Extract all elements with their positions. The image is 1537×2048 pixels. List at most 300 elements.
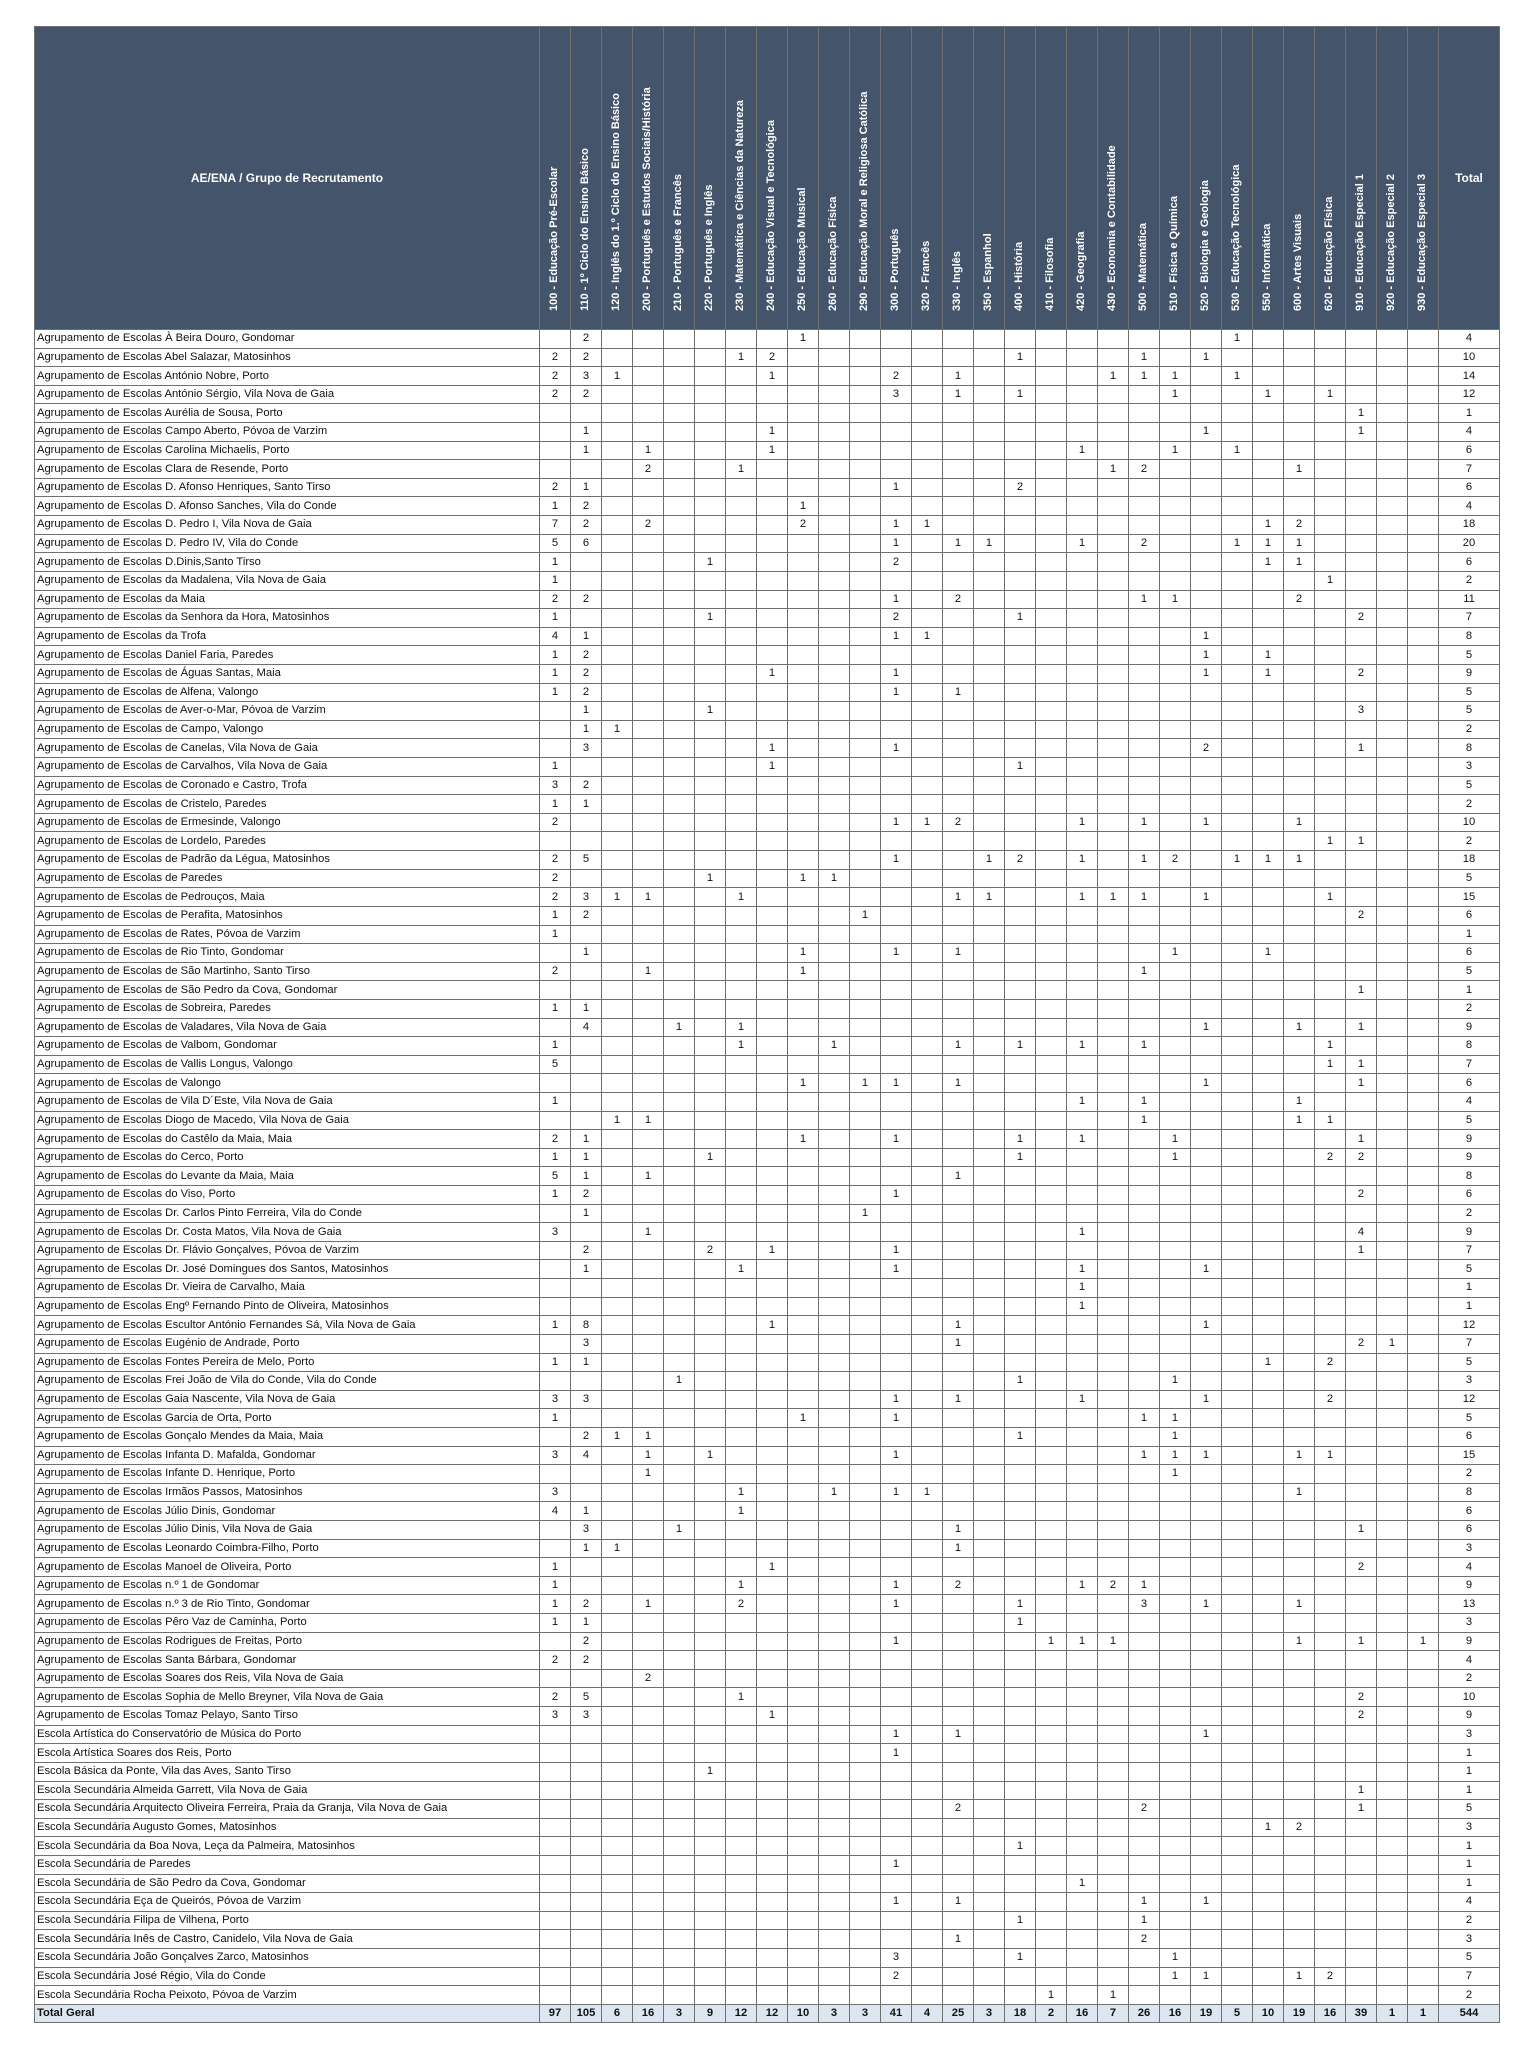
table-cell: [1005, 1223, 1036, 1242]
table-cell: [1315, 720, 1346, 739]
table-cell: [1284, 1800, 1315, 1819]
table-cell: [850, 1539, 881, 1558]
table-cell: [974, 1092, 1005, 1111]
table-cell: [1098, 1744, 1129, 1763]
table-cell: [1377, 1167, 1408, 1186]
column-header-label: 300 - Português: [889, 228, 901, 311]
table-cell: [912, 1297, 943, 1316]
table-cell: [1067, 1967, 1098, 1986]
column-header: [1284, 27, 1315, 330]
table-row: [35, 1893, 1500, 1912]
table-cell: [602, 1707, 633, 1726]
table-cell: 1: [571, 1130, 602, 1149]
grand-total-cell: 5: [1222, 2004, 1253, 2023]
table-cell: [1408, 1725, 1439, 1744]
table-cell: [1160, 534, 1191, 553]
table-cell: [664, 739, 695, 758]
table-cell: [1129, 1372, 1160, 1391]
table-cell: [1098, 627, 1129, 646]
table-cell: [1222, 1111, 1253, 1130]
table-cell: [695, 1818, 726, 1837]
table-cell: 1: [540, 1316, 571, 1335]
table-cell: [726, 1111, 757, 1130]
table-cell: [1284, 1465, 1315, 1484]
row-total: 5: [1439, 1949, 1500, 1968]
table-cell: [1160, 1260, 1191, 1279]
row-total: 9: [1439, 1130, 1500, 1149]
row-total: 1: [1439, 1279, 1500, 1298]
table-cell: [1005, 1558, 1036, 1577]
table-cell: [788, 906, 819, 925]
table-cell: [974, 1614, 1005, 1633]
table-cell: [726, 851, 757, 870]
table-cell: [1036, 1427, 1067, 1446]
table-cell: [1377, 627, 1408, 646]
table-cell: [664, 1204, 695, 1223]
school-name: Agrupamento de Escolas Rodrigues de Freitas, Porto: [35, 1632, 540, 1651]
table-cell: [1377, 1130, 1408, 1149]
grand-total-cell: 3: [850, 2004, 881, 2023]
table-cell: [602, 795, 633, 814]
table-cell: [664, 1334, 695, 1353]
table-cell: [1284, 1576, 1315, 1595]
column-header-label: 510 - Física e Química: [1168, 196, 1180, 311]
table-cell: [819, 590, 850, 609]
table-cell: [819, 1390, 850, 1409]
table-cell: [1098, 1297, 1129, 1316]
table-cell: [943, 1223, 974, 1242]
table-row: [35, 1111, 1500, 1130]
table-cell: [881, 758, 912, 777]
table-cell: [540, 1465, 571, 1484]
table-cell: [943, 1372, 974, 1391]
table-cell: [912, 534, 943, 553]
table-cell: [1377, 664, 1408, 683]
row-total: 2: [1439, 1204, 1500, 1223]
table-cell: 1: [1067, 1874, 1098, 1893]
table-cell: [1036, 832, 1067, 851]
table-cell: [1408, 925, 1439, 944]
table-cell: [1346, 1595, 1377, 1614]
table-cell: [1377, 1186, 1408, 1205]
table-cell: [664, 925, 695, 944]
table-cell: [571, 1837, 602, 1856]
table-cell: [726, 702, 757, 721]
table-cell: [881, 832, 912, 851]
table-cell: [1253, 981, 1284, 1000]
table-cell: 2: [1129, 460, 1160, 479]
table-cell: [788, 1372, 819, 1391]
table-cell: [788, 702, 819, 721]
table-cell: [1284, 944, 1315, 963]
row-total: 14: [1439, 367, 1500, 386]
table-cell: [1005, 534, 1036, 553]
table-cell: [1315, 553, 1346, 572]
table-cell: [602, 1986, 633, 2005]
table-cell: [974, 1241, 1005, 1260]
table-cell: 1: [1160, 1372, 1191, 1391]
table-cell: 1: [1191, 1893, 1222, 1912]
row-total: 12: [1439, 1316, 1500, 1335]
table-row: [35, 1390, 1500, 1409]
table-cell: [1346, 460, 1377, 479]
table-cell: [1005, 1744, 1036, 1763]
table-cell: [1005, 1055, 1036, 1074]
table-cell: [912, 1223, 943, 1242]
table-cell: 1: [1346, 1074, 1377, 1093]
row-total: 3: [1439, 1539, 1500, 1558]
table-cell: [1408, 795, 1439, 814]
table-cell: [1129, 1297, 1160, 1316]
table-cell: [1222, 1874, 1253, 1893]
table-cell: [1191, 758, 1222, 777]
table-cell: [912, 869, 943, 888]
table-cell: [788, 646, 819, 665]
table-cell: [1284, 832, 1315, 851]
table-cell: 1: [1222, 534, 1253, 553]
table-cell: [788, 739, 819, 758]
table-cell: 1: [633, 1465, 664, 1484]
table-cell: [1377, 813, 1408, 832]
grand-total-cell: 10: [788, 2004, 819, 2023]
table-cell: [1191, 1744, 1222, 1763]
table-cell: [1315, 1502, 1346, 1521]
table-cell: [1098, 1111, 1129, 1130]
table-cell: [757, 646, 788, 665]
table-cell: [850, 571, 881, 590]
table-cell: [1067, 1744, 1098, 1763]
table-cell: [1284, 999, 1315, 1018]
table-cell: [1036, 1186, 1067, 1205]
table-cell: [1098, 1558, 1129, 1577]
table-cell: [1253, 795, 1284, 814]
table-cell: [850, 944, 881, 963]
table-cell: [1067, 1930, 1098, 1949]
table-cell: [943, 460, 974, 479]
table-cell: [1036, 348, 1067, 367]
table-cell: [1284, 1074, 1315, 1093]
table-cell: [695, 776, 726, 795]
table-cell: [819, 1576, 850, 1595]
row-total: 6: [1439, 478, 1500, 497]
table-cell: 3: [571, 1390, 602, 1409]
table-cell: [664, 1688, 695, 1707]
spreadsheet: [34, 26, 1499, 2022]
table-cell: [1315, 906, 1346, 925]
table-cell: [664, 1632, 695, 1651]
table-cell: [881, 999, 912, 1018]
table-cell: [974, 1707, 1005, 1726]
table-cell: [1408, 888, 1439, 907]
grand-total-cell: 9: [695, 2004, 726, 2023]
table-cell: [881, 1762, 912, 1781]
school-name: Agrupamento de Escolas do Levante da Maia, Maia: [35, 1167, 540, 1186]
table-cell: 1: [571, 1167, 602, 1186]
table-cell: [788, 1279, 819, 1298]
table-cell: [1098, 441, 1129, 460]
table-cell: [912, 1595, 943, 1614]
table-cell: [974, 1800, 1005, 1819]
table-cell: [1377, 553, 1408, 572]
table-cell: [974, 1427, 1005, 1446]
table-cell: [943, 609, 974, 628]
table-cell: [819, 1688, 850, 1707]
table-cell: 2: [571, 1651, 602, 1670]
table-cell: [912, 385, 943, 404]
table-cell: [602, 869, 633, 888]
table-cell: [1067, 1372, 1098, 1391]
table-cell: [757, 1223, 788, 1242]
table-cell: [912, 423, 943, 442]
table-cell: [1098, 1707, 1129, 1726]
table-cell: [1160, 795, 1191, 814]
table-cell: [540, 1725, 571, 1744]
table-cell: [1284, 1614, 1315, 1633]
table-cell: [788, 1483, 819, 1502]
table-cell: [1408, 1558, 1439, 1577]
table-cell: [974, 1130, 1005, 1149]
column-header: [757, 27, 788, 330]
table-cell: [695, 385, 726, 404]
table-cell: [1408, 1521, 1439, 1540]
table-cell: [1377, 1055, 1408, 1074]
table-cell: [1191, 1539, 1222, 1558]
table-cell: 1: [943, 1539, 974, 1558]
table-cell: [602, 646, 633, 665]
table-cell: [1129, 1949, 1160, 1968]
row-total: 5: [1439, 1260, 1500, 1279]
table-cell: [788, 1502, 819, 1521]
table-cell: [1222, 1390, 1253, 1409]
table-cell: [633, 1148, 664, 1167]
table-cell: 1: [1129, 348, 1160, 367]
school-name: Agrupamento de Escolas Santa Bárbara, Gondomar: [35, 1651, 540, 1670]
table-cell: 2: [540, 1130, 571, 1149]
table-cell: [1036, 1055, 1067, 1074]
school-name: Agrupamento de Escolas de Cristelo, Paredes: [35, 795, 540, 814]
table-cell: 1: [1160, 1148, 1191, 1167]
table-cell: 3: [571, 1521, 602, 1540]
table-cell: 1: [540, 1186, 571, 1205]
table-cell: 1: [881, 739, 912, 758]
table-cell: 1: [943, 888, 974, 907]
table-cell: 2: [540, 590, 571, 609]
school-name: Agrupamento de Escolas Infante D. Henrique, Porto: [35, 1465, 540, 1484]
table-cell: [726, 1521, 757, 1540]
table-cell: [974, 1279, 1005, 1298]
table-cell: [1377, 1744, 1408, 1763]
table-cell: [633, 1800, 664, 1819]
row-total: 3: [1439, 1930, 1500, 1949]
table-cell: 1: [974, 888, 1005, 907]
table-cell: [757, 1595, 788, 1614]
table-cell: [912, 590, 943, 609]
grand-total-label: Total Geral: [35, 2004, 540, 2023]
table-cell: 1: [540, 925, 571, 944]
table-cell: [633, 1316, 664, 1335]
table-cell: 1: [571, 1353, 602, 1372]
table-cell: [1005, 1018, 1036, 1037]
table-cell: 1: [1284, 1967, 1315, 1986]
table-cell: [1160, 906, 1191, 925]
table-row: [35, 1167, 1500, 1186]
table-cell: [602, 1967, 633, 1986]
table-cell: [633, 1651, 664, 1670]
table-cell: [912, 1148, 943, 1167]
table-cell: [1284, 1427, 1315, 1446]
table-cell: [1222, 962, 1253, 981]
row-total: 5: [1439, 1111, 1500, 1130]
table-cell: [757, 981, 788, 1000]
table-cell: 1: [602, 1111, 633, 1130]
table-cell: [1067, 1074, 1098, 1093]
table-cell: 1: [788, 962, 819, 981]
table-cell: [1129, 944, 1160, 963]
table-cell: [1067, 832, 1098, 851]
table-cell: [1222, 1316, 1253, 1335]
table-row: [35, 758, 1500, 777]
table-row: [35, 1297, 1500, 1316]
table-cell: [850, 1427, 881, 1446]
table-cell: 1: [1160, 367, 1191, 386]
table-cell: [1253, 1614, 1284, 1633]
table-cell: [1005, 1260, 1036, 1279]
table-cell: [695, 1037, 726, 1056]
table-cell: [1191, 1781, 1222, 1800]
table-cell: [1067, 962, 1098, 981]
table-cell: [1160, 925, 1191, 944]
table-cell: 1: [757, 758, 788, 777]
table-cell: [819, 813, 850, 832]
table-cell: [943, 1111, 974, 1130]
table-cell: [1005, 888, 1036, 907]
table-cell: 2: [1129, 1930, 1160, 1949]
table-cell: 1: [1129, 1446, 1160, 1465]
table-cell: [912, 851, 943, 870]
table-cell: [1067, 404, 1098, 423]
table-cell: 1: [1253, 553, 1284, 572]
table-cell: [1160, 1707, 1191, 1726]
table-cell: [974, 1334, 1005, 1353]
table-cell: [850, 1614, 881, 1633]
table-cell: [1222, 1037, 1253, 1056]
column-header: [819, 27, 850, 330]
table-cell: [1191, 404, 1222, 423]
table-cell: [819, 497, 850, 516]
table-cell: [602, 348, 633, 367]
table-cell: [1377, 1204, 1408, 1223]
table-cell: [912, 1949, 943, 1968]
table-cell: [850, 423, 881, 442]
table-cell: [1005, 1111, 1036, 1130]
column-header-label: 110 - 1º Ciclo do Ensino Básico: [579, 148, 591, 311]
table-cell: [1005, 664, 1036, 683]
table-cell: [726, 1092, 757, 1111]
table-cell: [695, 1688, 726, 1707]
table-cell: 5: [571, 851, 602, 870]
table-cell: [602, 813, 633, 832]
table-cell: 1: [788, 1130, 819, 1149]
table-cell: [1191, 1576, 1222, 1595]
table-cell: [1284, 1260, 1315, 1279]
table-cell: [912, 1911, 943, 1930]
table-cell: [1346, 478, 1377, 497]
table-cell: [974, 664, 1005, 683]
table-cell: [850, 702, 881, 721]
table-cell: 1: [1191, 1260, 1222, 1279]
table-row: [35, 348, 1500, 367]
table-cell: [912, 1725, 943, 1744]
table-cell: [1098, 944, 1129, 963]
table-cell: [1315, 1092, 1346, 1111]
table-row: [35, 813, 1500, 832]
table-cell: [850, 776, 881, 795]
table-cell: [819, 1297, 850, 1316]
table-cell: [1036, 813, 1067, 832]
table-cell: [1408, 516, 1439, 535]
table-cell: [664, 1037, 695, 1056]
table-cell: [1036, 1558, 1067, 1577]
table-cell: [1036, 1390, 1067, 1409]
table-cell: [1253, 1260, 1284, 1279]
table-cell: [695, 1967, 726, 1986]
table-row: [35, 1539, 1500, 1558]
table-cell: [726, 962, 757, 981]
table-cell: [1005, 1241, 1036, 1260]
table-cell: [850, 609, 881, 628]
table-cell: [695, 1018, 726, 1037]
table-cell: 1: [1377, 1334, 1408, 1353]
table-cell: [1098, 571, 1129, 590]
table-cell: [1191, 1353, 1222, 1372]
table-cell: [850, 1390, 881, 1409]
table-cell: [1315, 1762, 1346, 1781]
table-cell: [695, 813, 726, 832]
table-row: [35, 1930, 1500, 1949]
table-cell: [1284, 1855, 1315, 1874]
row-total: 7: [1439, 1334, 1500, 1353]
table-cell: [819, 1595, 850, 1614]
table-cell: [1253, 1911, 1284, 1930]
table-cell: [695, 1204, 726, 1223]
table-row: [35, 1074, 1500, 1093]
table-cell: [819, 571, 850, 590]
table-cell: [1129, 702, 1160, 721]
table-cell: 3: [1346, 702, 1377, 721]
table-cell: 2: [1315, 1967, 1346, 1986]
table-cell: [1377, 385, 1408, 404]
row-total: 13: [1439, 1595, 1500, 1614]
grand-total-cell: 12: [726, 2004, 757, 2023]
table-cell: [974, 1372, 1005, 1391]
row-total: 10: [1439, 348, 1500, 367]
table-cell: [819, 1874, 850, 1893]
table-cell: [943, 906, 974, 925]
table-cell: [757, 627, 788, 646]
table-cell: [1067, 330, 1098, 349]
table-cell: [1222, 1279, 1253, 1298]
table-cell: 1: [881, 664, 912, 683]
table-cell: [850, 385, 881, 404]
table-cell: [1315, 1632, 1346, 1651]
table-cell: [1098, 1353, 1129, 1372]
table-cell: [664, 553, 695, 572]
table-cell: [850, 1297, 881, 1316]
table-cell: [695, 1055, 726, 1074]
table-cell: 2: [540, 348, 571, 367]
table-cell: [1005, 1334, 1036, 1353]
row-total: 3: [1439, 1614, 1500, 1633]
